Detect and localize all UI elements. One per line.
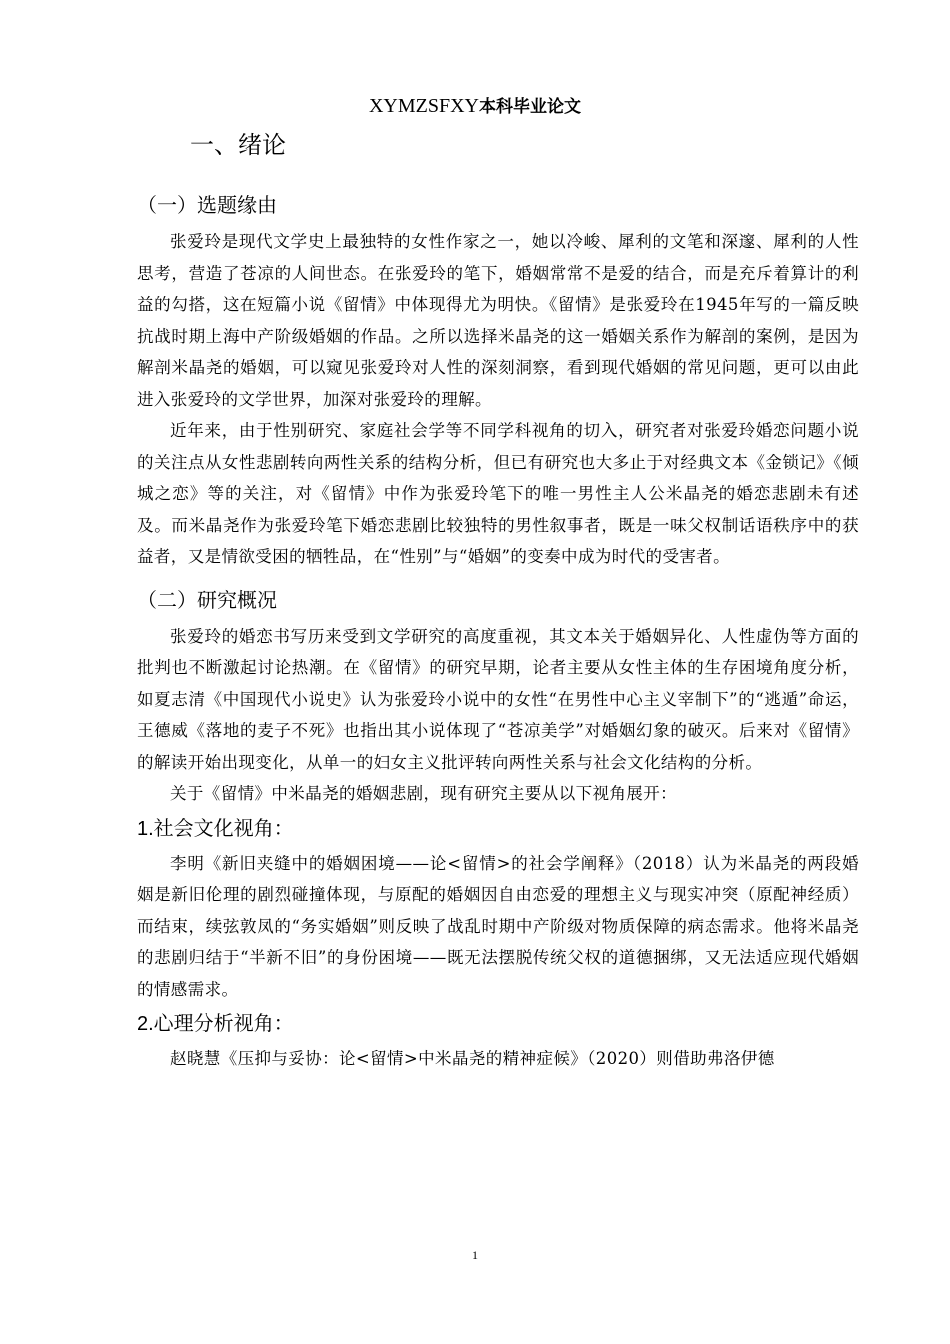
chapter-title: 一、绪论 (190, 131, 286, 159)
subsection-title-2: 2.心理分析视角： (137, 1013, 294, 1035)
section-title-2: （二）研究概况 (137, 587, 277, 612)
header-code: XYMZSFXY (368, 95, 480, 117)
paragraph: 近年来，由于性别研究、家庭社会学等不同学科视角的切入，研究者对张爱玲婚恋问题小说的关注点从女性悲剧转向两性关系的结构分析，但已有研究也大多止于对经典文本《金锁记》《倾城之恋》等的关注，对《留情》中作为张爱玲笔下的唯一男性主人公米晶尧的婚恋悲剧未有述及。而米晶尧作为张爱玲笔下婚恋悲剧比较独特的男性叙事者，既是一味父权制话语秩序中的获益者，又是情欲受困的牺牲品，在“性别”与“婚姻”的变奏中成为时代的受害者。 (137, 421, 859, 566)
header-label: 本科毕业论文 (479, 97, 582, 117)
section-title-1: （一）选题缘由 (137, 193, 277, 217)
subsection-title-1: 1.社会文化视角： (137, 817, 294, 840)
page-number: 1 (472, 1248, 478, 1262)
paragraph: 李明《新旧夹缝中的婚姻困境——论<留情>的社会学阐释》（2018）认为米晶尧的两段婚姻是新旧伦理的剧烈碰撞体现，与原配的婚姻因自由恋爱的理想主义与现实冲突（原配神经质）而结束，续弦敦凤的“务实婚姻”则反映了战乱时期中产阶级对物质保障的病态需求。他将米晶尧的悲剧归结于“半新不旧”的身份困境——既无法摆脱传统父权的道德捆绑，又无法适应现代婚姻的情感需求。 (137, 853, 859, 999)
paragraph: 张爱玲是现代文学史上最独特的女性作家之一，她以冷峻、犀利的文笔和深邃、犀利的人性思考，营造了苍凉的人间世态。在张爱玲的笔下，婚姻常常不是爱的结合，而是充斥着算计的利益的勾搭，这在短篇小说《留情》中体现得尤为明快。《留情》是张爱玲在1945年写的一篇反映抗战时期上海中产阶级婚姻的作品。之所以选择米晶尧的这一婚姻关系作为解剖的案例，是因为解剖米晶尧的婚姻，可以窥见张爱玲对人性的深刻洞察，看到现代婚姻的常见问题，更可以由此进入张爱玲的文学世界，加深对张爱玲的理解。 (137, 232, 859, 409)
paragraph: 关于《留情》中米晶尧的婚姻悲剧，现有研究主要从以下视角展开： (170, 784, 677, 803)
page-header (0, 93, 950, 120)
paragraph: 赵晓慧《压抑与妥协：论<留情>中米晶尧的精神症候》（2020）则借助弗洛伊德 (170, 1049, 775, 1068)
document-body (137, 128, 859, 1075)
paragraph: 张爱玲的婚恋书写历来受到文学研究的高度重视，其文本关于婚姻异化、人性虚伪等方面的批判也不断激起讨论热潮。在《留情》的研究早期，论者主要从女性主体的生存困境角度分析，如夏志清《中国现代小说史》认为张爱玲小说中的女性“在男性中心主义宰制下”的“逃遁”命运，王德威《落地的麦子不死》也指出其小说体现了“苍凉美学”对婚姻幻象的破灭。后来对《留情》的解读开始出现变化，从单一的妇女主义批评转向两性关系与社会文化结构的分析。 (137, 626, 859, 772)
